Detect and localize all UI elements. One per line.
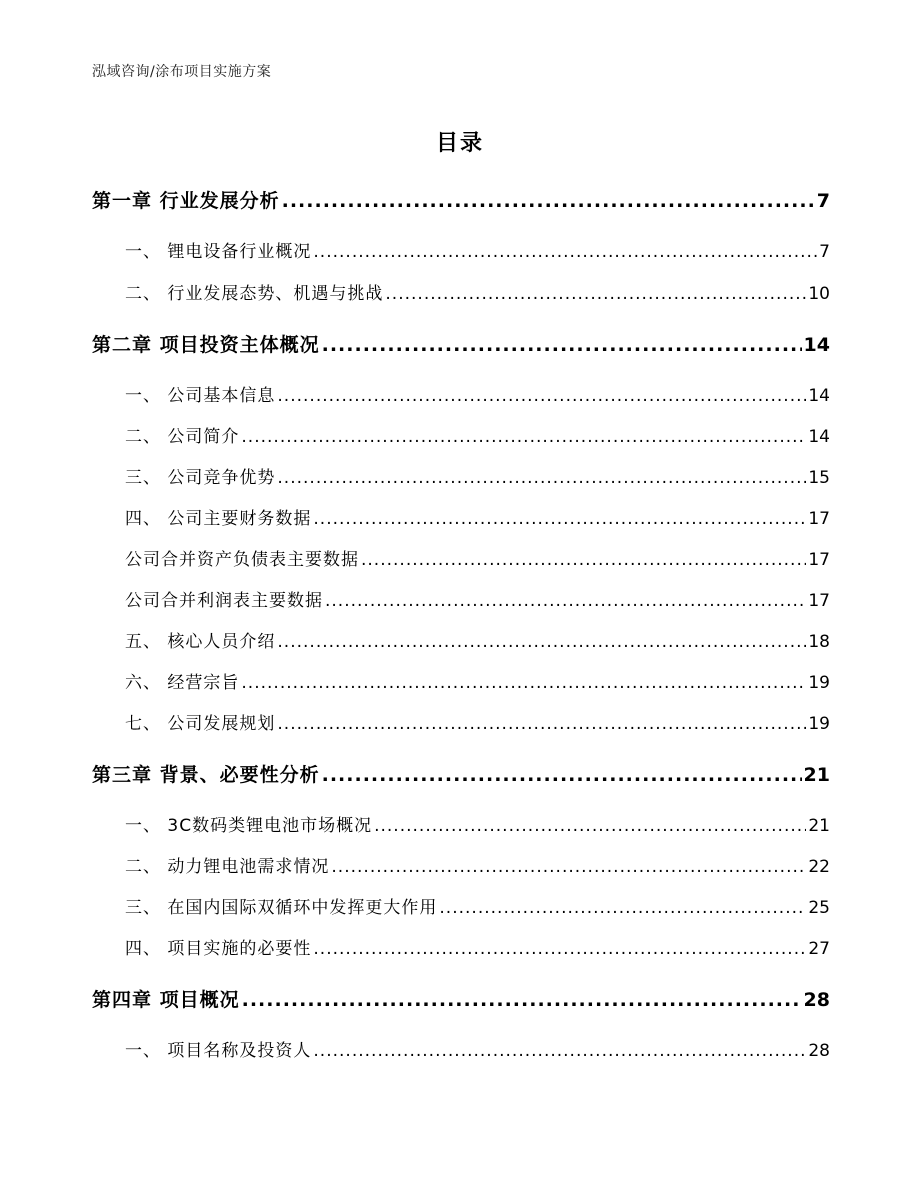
toc-entry-page: 19: [808, 673, 830, 693]
dot-leader: [374, 816, 806, 836]
toc-entry-label: 七、 公司发展规划: [125, 714, 276, 734]
toc-entry-chapter[interactable]: [92, 330, 830, 358]
toc-entry-section[interactable]: [125, 422, 830, 450]
toc-entry-label: 二、 公司简介: [125, 427, 240, 447]
dot-leader: [277, 714, 806, 734]
dot-leader: [361, 550, 806, 570]
toc-entry-page: 7: [819, 242, 830, 262]
toc-entry-label: 一、 3C数码类锂电池市场概况: [125, 816, 373, 836]
toc-entry-page: 14: [803, 334, 830, 356]
dot-leader: [313, 509, 806, 529]
toc-entry-label: 第四章 项目概况: [92, 989, 240, 1011]
toc-entry-section[interactable]: [125, 504, 830, 532]
dot-leader: [313, 1041, 806, 1061]
dot-leader: [322, 764, 802, 786]
dot-leader: [313, 939, 806, 959]
toc-entry-page: 17: [808, 550, 830, 570]
dot-leader: [282, 190, 815, 212]
toc-entry-page: 17: [808, 509, 830, 529]
toc-entry-page: 19: [808, 714, 830, 734]
toc-entry-section[interactable]: [125, 934, 830, 962]
toc-entry-page: 14: [808, 427, 830, 447]
toc-entry-chapter[interactable]: [92, 760, 830, 788]
toc-entry-label: 第一章 行业发展分析: [92, 190, 280, 212]
dot-leader: [313, 242, 817, 262]
dot-leader: [322, 334, 802, 356]
toc-entry-label: 一、 锂电设备行业概况: [125, 242, 312, 262]
toc-entry-page: 10: [808, 284, 830, 304]
toc-entry-page: 17: [808, 591, 830, 611]
dot-leader: [241, 427, 806, 447]
toc-entry-subsection[interactable]: [125, 545, 830, 573]
dot-leader: [241, 673, 806, 693]
dot-leader: [385, 284, 806, 304]
toc-entry-section[interactable]: [125, 852, 830, 880]
toc-title: 目录: [435, 131, 484, 156]
dot-leader: [439, 898, 806, 918]
toc-entry-page: 7: [816, 190, 830, 212]
toc-entry-label: 三、 公司竞争优势: [125, 468, 276, 488]
toc-entry-page: 27: [808, 939, 830, 959]
toc-entry-label: 公司合并资产负债表主要数据: [125, 550, 359, 570]
toc-entry-chapter[interactable]: [92, 985, 830, 1013]
dot-leader: [277, 632, 806, 652]
toc-entry-page: 28: [803, 989, 830, 1011]
toc-entry-page: 25: [808, 898, 830, 918]
toc-entry-label: 公司合并利润表主要数据: [125, 591, 323, 611]
toc-entry-section[interactable]: [125, 381, 830, 409]
toc-entry-page: 21: [808, 816, 830, 836]
toc-entry-section[interactable]: [125, 1036, 830, 1064]
toc-entry-label: 第二章 项目投资主体概况: [92, 334, 320, 356]
running-header: 泓域咨询/涂布项目实施方案: [92, 64, 272, 80]
toc-entry-section[interactable]: [125, 237, 830, 265]
dot-leader: [331, 857, 806, 877]
toc-entry-label: 五、 核心人员介绍: [125, 632, 276, 652]
toc-entry-section[interactable]: [125, 709, 830, 737]
toc-entry-label: 六、 经营宗旨: [125, 673, 240, 693]
toc-entry-page: 22: [808, 857, 830, 877]
toc-entry-label: 四、 公司主要财务数据: [125, 509, 312, 529]
toc-entry-page: 14: [808, 386, 830, 406]
toc-entry-section[interactable]: [125, 627, 830, 655]
toc-entry-label: 二、 动力锂电池需求情况: [125, 857, 330, 877]
toc-entry-label: 一、 公司基本信息: [125, 386, 276, 406]
toc-entry-chapter[interactable]: [92, 186, 830, 214]
toc-entry-section[interactable]: [125, 279, 830, 307]
toc-entry-page: 28: [808, 1041, 830, 1061]
dot-leader: [325, 591, 806, 611]
toc-entry-page: 21: [803, 764, 830, 786]
toc-entry-label: 一、 项目名称及投资人: [125, 1041, 312, 1061]
dot-leader: [277, 468, 806, 488]
dot-leader: [242, 989, 802, 1011]
toc-entry-section[interactable]: [125, 668, 830, 696]
toc-entry-section[interactable]: [125, 463, 830, 491]
toc-entry-section[interactable]: [125, 811, 830, 839]
toc-entry-label: 二、 行业发展态势、机遇与挑战: [125, 284, 384, 304]
dot-leader: [277, 386, 806, 406]
toc-entry-page: 15: [808, 468, 830, 488]
toc-entry-label: 四、 项目实施的必要性: [125, 939, 312, 959]
toc-entry-section[interactable]: [125, 893, 830, 921]
toc-entry-page: 18: [808, 632, 830, 652]
toc-entry-subsection[interactable]: [125, 586, 830, 614]
toc-entry-label: 第三章 背景、必要性分析: [92, 764, 320, 786]
toc-entry-label: 三、 在国内国际双循环中发挥更大作用: [125, 898, 438, 918]
